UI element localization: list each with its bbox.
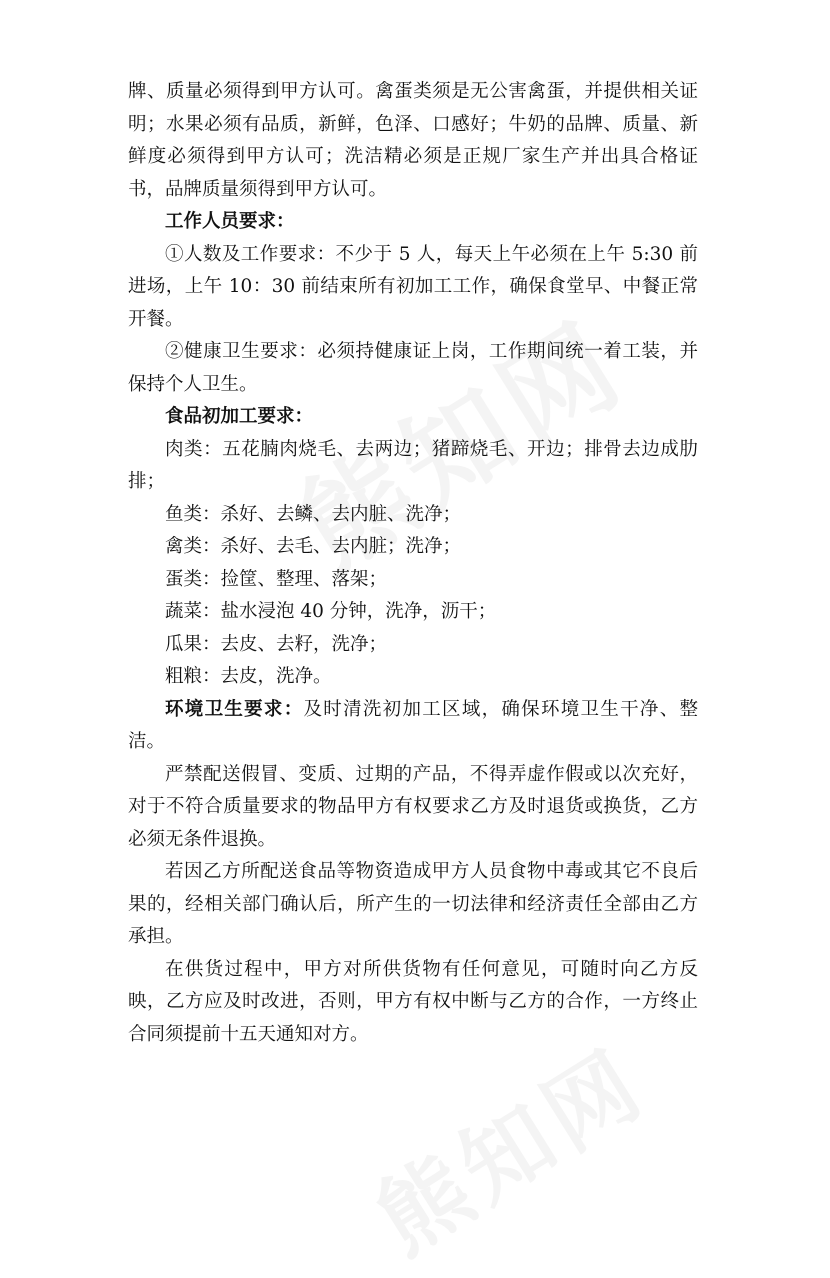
heading-food-processing: 食品初加工要求： [165, 406, 314, 427]
paragraph-liability: 若因乙方所配送食品等物资造成甲方人员食物中毒或其它不良后果的，经相关部门确认后，所产生的一切法律和经济责任全部由乙方承担。 [128, 861, 698, 947]
paragraph-intro: 牌、质量必须得到甲方认可。禽蛋类须是无公害禽蛋，并提供相关证明；水果必须有品质，新鲜，色泽、口感好；牛奶的品牌、质量、新鲜度必须得到甲方认可；洗洁精必须是正规厂家生产并出具合格证书，品牌质量须得到甲方认可。 [128, 81, 698, 200]
paragraph-supply-feedback: 在供货过程中，甲方对所供货物有任何意见，可随时向乙方反映，乙方应及时改进，否则，甲方有权中断与乙方的合作，一方终止合同须提前十五天通知对方。 [128, 958, 698, 1045]
paragraph-staff-health: ②健康卫生要求：必须持健康证上岗，工作期间统一着工装，并保持个人卫生。 [128, 341, 698, 395]
watermark-logo-lower [348, 1012, 666, 1278]
list-item-grains: 粗粮：去皮，洗净。 [165, 666, 332, 687]
paragraph-staff-count: ①人数及工作要求：不少于 5 人，每天上午必须在上午 5:30 前进场，上午 10：30 前结束所有初加工工作，确保食堂早、中餐正常开餐。 [128, 243, 698, 330]
list-item-fish: 鱼类：杀好、去鳞、去内脏、洗净； [165, 503, 462, 525]
document-page [128, 76, 698, 1051]
paragraph-environment [128, 694, 698, 759]
list-item-vegetables: 蔬菜：盐水浸泡 40 分钟，洗净，沥干； [165, 601, 497, 622]
list-item-eggs: 蛋类：捡筐、整理、落架； [165, 568, 388, 590]
heading-staff-requirements: 工作人员要求： [165, 211, 295, 232]
list-item-meat: 肉类：五花腩肉烧毛、去两边；猪蹄烧毛、开边；排骨去边成肋排； [128, 438, 698, 492]
list-item-fruit: 瓜果：去皮、去籽，洗净； [165, 633, 388, 655]
paragraph-counterfeit-ban: 严禁配送假冒、变质、过期的产品，不得弄虚作假或以次充好，对于不符合质量要求的物品甲方有权要求乙方及时退货或换货，乙方必须无条件退换。 [128, 763, 698, 850]
environment-label: 环境卫生要求： [165, 698, 304, 720]
environment-text: 及时清洗初加工区域，确保环境卫生干净、整洁。 [128, 698, 698, 752]
list-item-poultry: 禽类：杀好、去毛、去内脏；洗净； [165, 536, 462, 557]
